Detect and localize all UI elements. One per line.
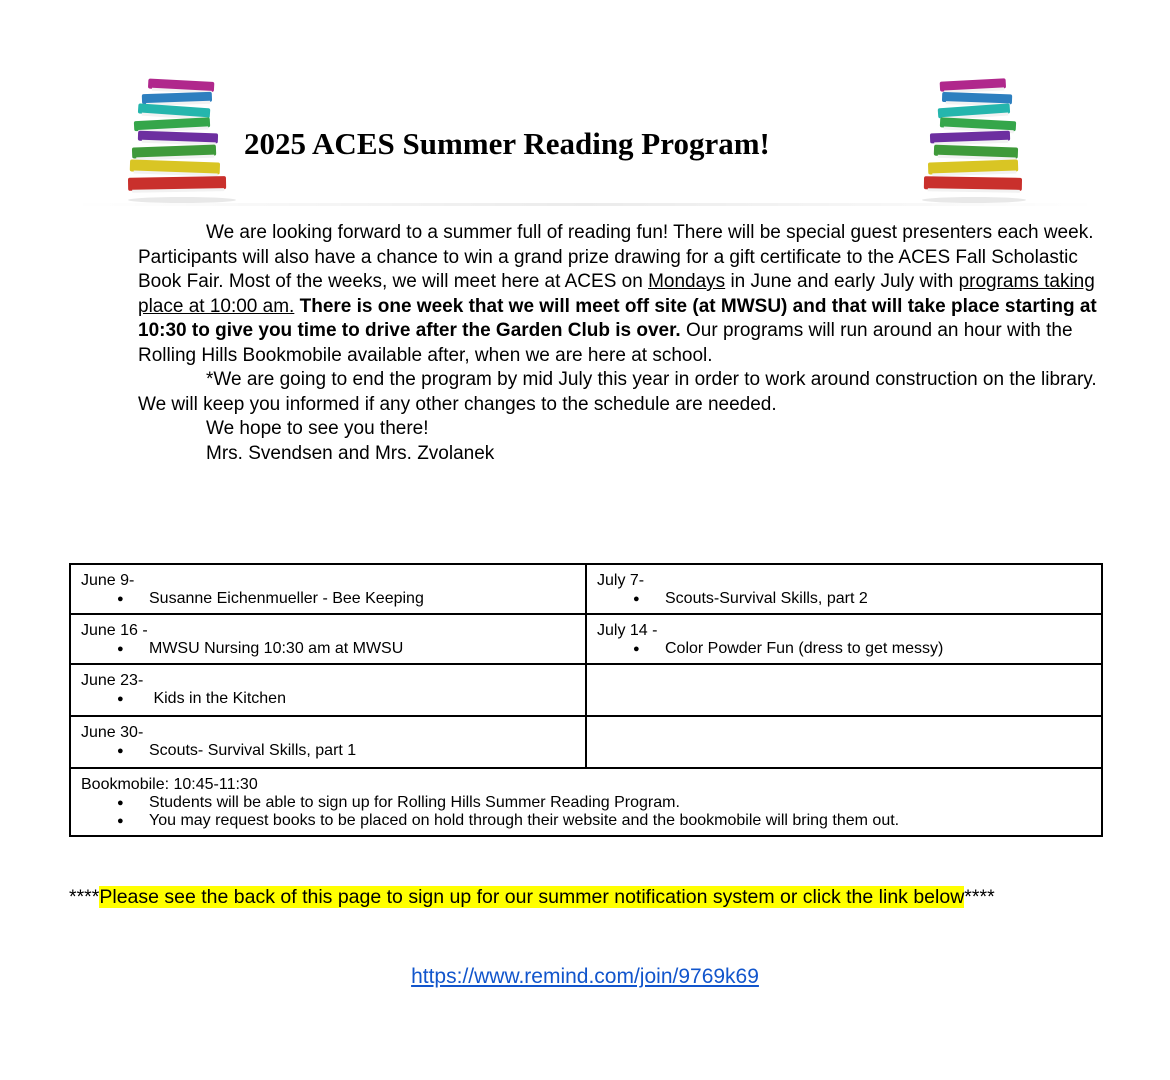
bookmobile-cell xyxy=(70,768,1102,836)
table-row xyxy=(70,768,1102,836)
schedule-cell-empty xyxy=(586,716,1102,768)
schedule-date: June 9- xyxy=(81,572,135,589)
bookmobile-item: ● You may request books to be placed on hold through their website and the bookmobile will bring them out. xyxy=(117,812,971,830)
table-row xyxy=(70,614,1102,664)
schedule-date: July 7- xyxy=(597,572,645,589)
bookmobile-title: Bookmobile: 10:45-11:30 xyxy=(81,776,258,793)
notice-highlighted-text: Please see the back of this page to sign up for our summer notification system or click the link below xyxy=(99,886,965,908)
remind-link[interactable]: https://www.remind.com/join/9769k69 xyxy=(411,965,759,988)
bookmobile-item: ● Students will be able to sign up for Rolling Hills Summer Reading Program. xyxy=(117,794,971,812)
intro-text xyxy=(138,221,1108,466)
intro-text-c: Our programs will run around an hour with the Rolling Hills Bookmobile available after, when we are here at school. xyxy=(138,320,1073,366)
notification-notice xyxy=(69,884,1079,910)
table-row xyxy=(70,664,1102,716)
intro-closing: We hope to see you there! xyxy=(206,418,429,439)
schedule-event: ● Kids in the Kitchen xyxy=(117,690,575,708)
intro-paragraph-2: *We are going to end the program by mid July this year in order to work around construction on the library. We will keep you informed if any other changes to the schedule are needed. xyxy=(138,369,1097,415)
schedule-date: June 16 - xyxy=(81,622,148,639)
schedule-cell xyxy=(70,664,586,716)
schedule-event: ● Susanne Eichenmueller - Bee Keeping xyxy=(117,590,575,608)
table-row xyxy=(70,716,1102,768)
schedule-event: ● MWSU Nursing 10:30 am at MWSU xyxy=(117,640,575,658)
schedule-cell xyxy=(586,614,1102,664)
schedule-table xyxy=(69,563,1103,837)
book-stack-icon xyxy=(920,76,1028,204)
program-time-underlined: programs taking place at 10:00 am. xyxy=(138,271,1095,317)
notice-prefix: **** xyxy=(69,886,100,908)
schedule-date: July 14 - xyxy=(597,622,658,639)
schedule-cell-empty xyxy=(586,664,1102,716)
schedule-cell xyxy=(70,564,586,614)
signature: Mrs. Svendsen and Mrs. Zvolanek xyxy=(206,442,495,464)
page-title: 2025 ACES Summer Reading Program! xyxy=(244,126,770,161)
intro-text-a: We are looking forward to a summer full of reading fun! There will be special guest presenters each week. Participants will also have a chance to win a grand prize drawing for a gift certificate to the ACES Fall Scholastic Book Fair. Most of the weeks, we will meet here at ACES on xyxy=(138,222,1094,292)
book-stack-icon xyxy=(126,76,238,204)
table-row xyxy=(70,564,1102,614)
schedule-cell xyxy=(70,614,586,664)
schedule-date: June 30- xyxy=(81,724,144,741)
schedule-date: June 23- xyxy=(81,672,144,689)
title-divider xyxy=(70,203,1100,206)
schedule-cell xyxy=(70,716,586,768)
intro-text-b: in June and early July with xyxy=(725,271,959,292)
schedule-cell xyxy=(586,564,1102,614)
schedule-event: ● Scouts- Survival Skills, part 1 xyxy=(117,742,575,760)
intro-paragraph-1 xyxy=(138,221,1108,368)
schedule-event: ● Color Powder Fun (dress to get messy) xyxy=(633,640,1091,658)
notice-suffix: **** xyxy=(964,886,995,908)
mondays-underlined: Mondays xyxy=(648,271,726,292)
offsite-notice-bold: There is one week that we will meet off site (at MWSU) and that will take place starting at 10:30 to give you time to drive after the Garden Club is over. xyxy=(138,295,1097,341)
schedule-event: ● Scouts-Survival Skills, part 2 xyxy=(633,590,1091,608)
